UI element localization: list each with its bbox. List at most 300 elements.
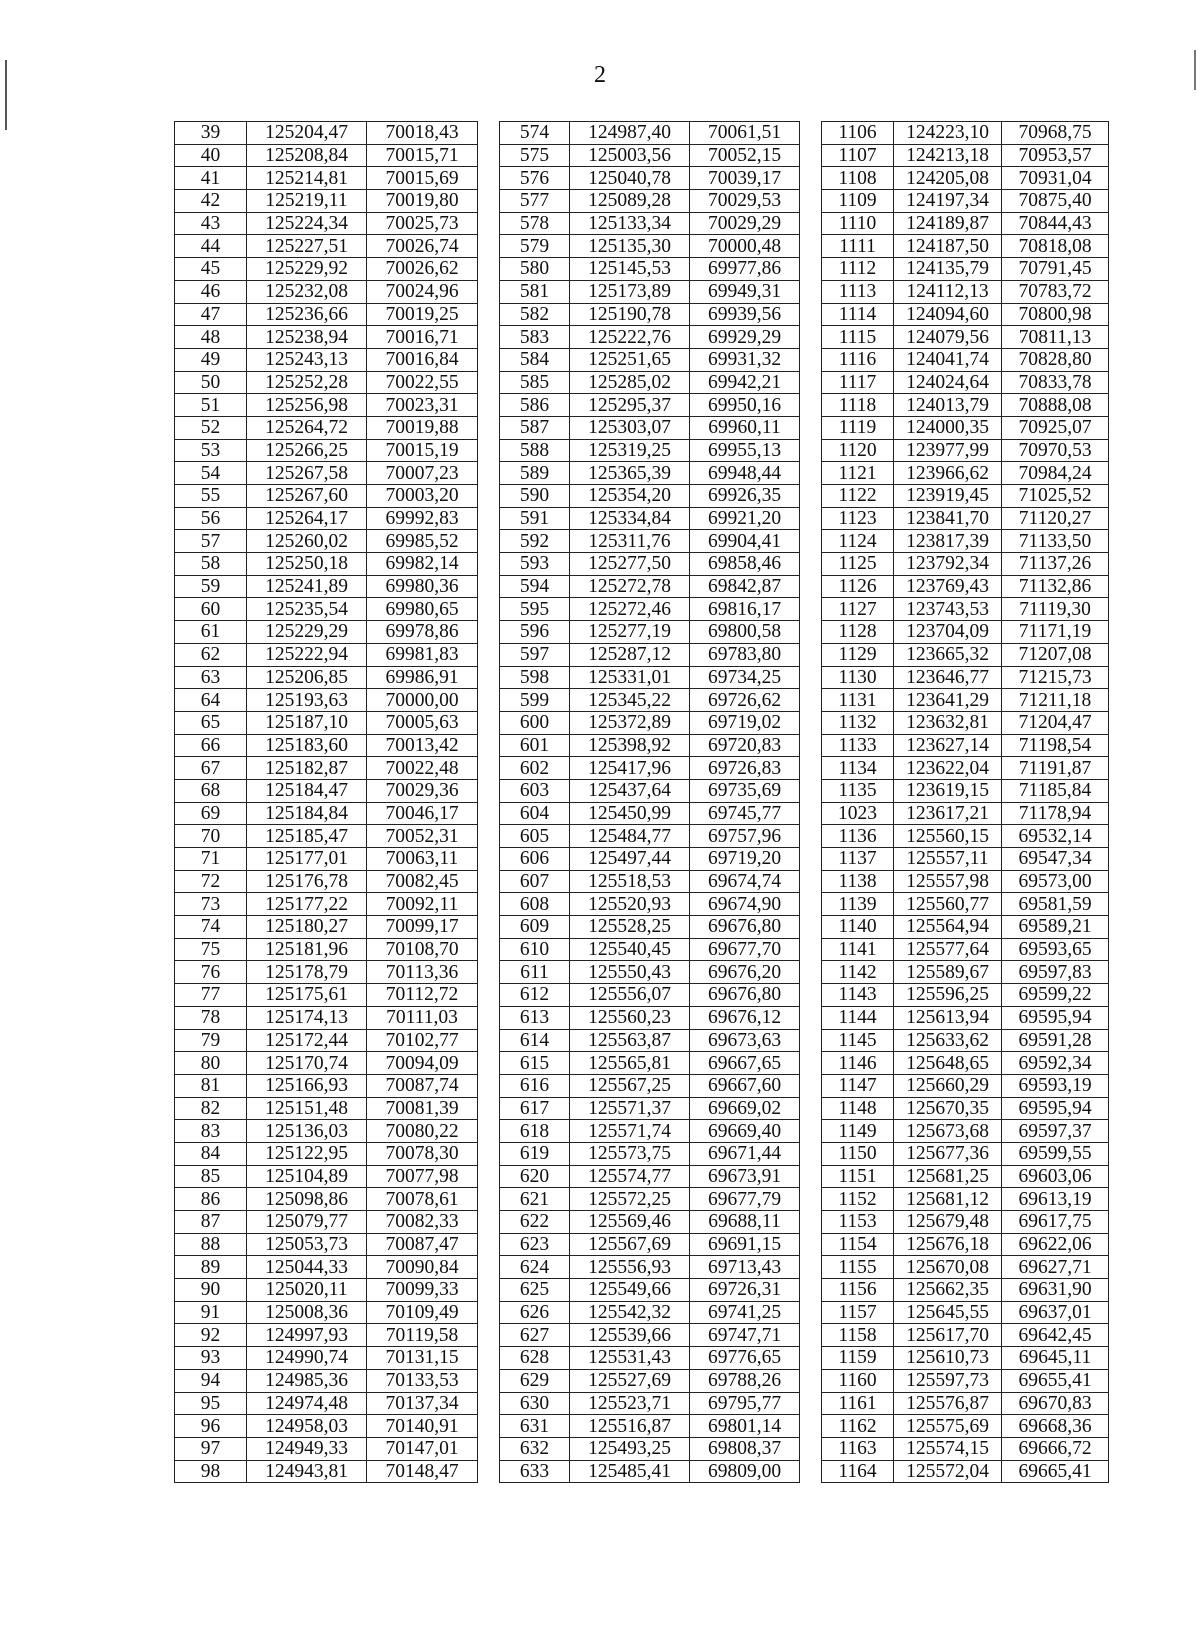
column-group-gap bbox=[800, 598, 822, 621]
x-coordinate-cell: 123792,34 bbox=[894, 553, 1002, 576]
column-group-gap bbox=[800, 1233, 822, 1256]
table-row bbox=[175, 1074, 1109, 1097]
column-group-gap bbox=[478, 757, 500, 780]
point-number-cell: 616 bbox=[500, 1074, 570, 1097]
point-number-cell: 1160 bbox=[822, 1369, 894, 1392]
column-group-gap bbox=[478, 530, 500, 553]
column-group-gap bbox=[800, 1347, 822, 1370]
column-group-gap bbox=[478, 984, 500, 1007]
x-coordinate-cell: 124013,79 bbox=[894, 394, 1002, 417]
point-number-cell: 93 bbox=[175, 1347, 247, 1370]
x-coordinate-cell: 125557,98 bbox=[894, 870, 1002, 893]
column-group-gap bbox=[800, 643, 822, 666]
column-group-gap bbox=[800, 144, 822, 167]
x-coordinate-cell: 125560,77 bbox=[894, 893, 1002, 916]
column-group-gap bbox=[800, 734, 822, 757]
column-group-gap bbox=[800, 1052, 822, 1075]
x-coordinate-cell: 123817,39 bbox=[894, 530, 1002, 553]
y-coordinate-cell: 69929,29 bbox=[690, 326, 800, 349]
y-coordinate-cell: 71215,73 bbox=[1002, 666, 1109, 689]
y-coordinate-cell: 69688,11 bbox=[690, 1211, 800, 1234]
x-coordinate-cell: 125633,62 bbox=[894, 1029, 1002, 1052]
x-coordinate-cell: 124079,56 bbox=[894, 326, 1002, 349]
y-coordinate-cell: 69592,34 bbox=[1002, 1052, 1109, 1075]
x-coordinate-cell: 125180,27 bbox=[247, 916, 367, 939]
column-group-gap bbox=[800, 1029, 822, 1052]
column-group-gap bbox=[478, 598, 500, 621]
x-coordinate-cell: 125648,65 bbox=[894, 1052, 1002, 1075]
point-number-cell: 1138 bbox=[822, 870, 894, 893]
column-group-gap bbox=[800, 530, 822, 553]
x-coordinate-cell: 125267,60 bbox=[247, 485, 367, 508]
y-coordinate-cell: 70113,36 bbox=[367, 961, 478, 984]
column-group-gap bbox=[478, 507, 500, 530]
point-number-cell: 1123 bbox=[822, 507, 894, 530]
x-coordinate-cell: 125251,65 bbox=[570, 348, 690, 371]
table-row bbox=[175, 1279, 1109, 1302]
x-coordinate-cell: 125250,18 bbox=[247, 553, 367, 576]
point-number-cell: 69 bbox=[175, 802, 247, 825]
point-number-cell: 75 bbox=[175, 938, 247, 961]
y-coordinate-cell: 70013,42 bbox=[367, 734, 478, 757]
y-coordinate-cell: 70022,55 bbox=[367, 371, 478, 394]
column-group-gap bbox=[478, 1369, 500, 1392]
point-number-cell: 89 bbox=[175, 1256, 247, 1279]
point-number-cell: 74 bbox=[175, 916, 247, 939]
y-coordinate-cell: 71185,84 bbox=[1002, 779, 1109, 802]
x-coordinate-cell: 125450,99 bbox=[570, 802, 690, 825]
y-coordinate-cell: 69992,83 bbox=[367, 507, 478, 530]
column-group-gap bbox=[800, 802, 822, 825]
x-coordinate-cell: 125264,72 bbox=[247, 416, 367, 439]
y-coordinate-cell: 70147,01 bbox=[367, 1437, 478, 1460]
column-group-gap bbox=[478, 485, 500, 508]
column-group-gap bbox=[478, 1211, 500, 1234]
x-coordinate-cell: 125564,94 bbox=[894, 916, 1002, 939]
y-coordinate-cell: 71204,47 bbox=[1002, 711, 1109, 734]
y-coordinate-cell: 69745,77 bbox=[690, 802, 800, 825]
column-group-gap bbox=[478, 779, 500, 802]
point-number-cell: 583 bbox=[500, 326, 570, 349]
y-coordinate-cell: 70875,40 bbox=[1002, 190, 1109, 213]
x-coordinate-cell: 125229,92 bbox=[247, 258, 367, 281]
y-coordinate-cell: 69599,22 bbox=[1002, 984, 1109, 1007]
y-coordinate-cell: 70015,19 bbox=[367, 439, 478, 462]
table-row bbox=[175, 439, 1109, 462]
table-row bbox=[175, 507, 1109, 530]
x-coordinate-cell: 124987,40 bbox=[570, 122, 690, 145]
x-coordinate-cell: 125484,77 bbox=[570, 825, 690, 848]
column-group-gap bbox=[478, 1324, 500, 1347]
point-number-cell: 582 bbox=[500, 303, 570, 326]
column-group-gap bbox=[800, 575, 822, 598]
x-coordinate-cell: 125572,25 bbox=[570, 1188, 690, 1211]
x-coordinate-cell: 125516,87 bbox=[570, 1415, 690, 1438]
point-number-cell: 1023 bbox=[822, 802, 894, 825]
x-coordinate-cell: 125260,02 bbox=[247, 530, 367, 553]
x-coordinate-cell: 125574,15 bbox=[894, 1437, 1002, 1460]
y-coordinate-cell: 70029,36 bbox=[367, 779, 478, 802]
x-coordinate-cell: 125372,89 bbox=[570, 711, 690, 734]
column-group-gap bbox=[478, 371, 500, 394]
point-number-cell: 71 bbox=[175, 848, 247, 871]
column-group-gap bbox=[478, 1415, 500, 1438]
point-number-cell: 627 bbox=[500, 1324, 570, 1347]
x-coordinate-cell: 125287,12 bbox=[570, 643, 690, 666]
x-coordinate-cell: 125571,37 bbox=[570, 1097, 690, 1120]
point-number-cell: 1127 bbox=[822, 598, 894, 621]
table-row bbox=[175, 961, 1109, 984]
x-coordinate-cell: 125173,89 bbox=[570, 280, 690, 303]
point-number-cell: 39 bbox=[175, 122, 247, 145]
x-coordinate-cell: 125676,18 bbox=[894, 1233, 1002, 1256]
y-coordinate-cell: 69674,74 bbox=[690, 870, 800, 893]
point-number-cell: 53 bbox=[175, 439, 247, 462]
y-coordinate-cell: 69980,65 bbox=[367, 598, 478, 621]
point-number-cell: 70 bbox=[175, 825, 247, 848]
x-coordinate-cell: 124958,03 bbox=[247, 1415, 367, 1438]
point-number-cell: 589 bbox=[500, 462, 570, 485]
x-coordinate-cell: 125577,64 bbox=[894, 938, 1002, 961]
point-number-cell: 576 bbox=[500, 167, 570, 190]
x-coordinate-cell: 125398,92 bbox=[570, 734, 690, 757]
x-coordinate-cell: 123966,62 bbox=[894, 462, 1002, 485]
x-coordinate-cell: 124112,13 bbox=[894, 280, 1002, 303]
x-coordinate-cell: 125181,96 bbox=[247, 938, 367, 961]
y-coordinate-cell: 70833,78 bbox=[1002, 371, 1109, 394]
point-number-cell: 610 bbox=[500, 938, 570, 961]
column-group-gap bbox=[800, 1142, 822, 1165]
x-coordinate-cell: 125174,13 bbox=[247, 1006, 367, 1029]
column-group-gap bbox=[478, 462, 500, 485]
x-coordinate-cell: 125135,30 bbox=[570, 235, 690, 258]
x-coordinate-cell: 124974,48 bbox=[247, 1392, 367, 1415]
x-coordinate-cell: 125252,28 bbox=[247, 371, 367, 394]
point-number-cell: 40 bbox=[175, 144, 247, 167]
point-number-cell: 1136 bbox=[822, 825, 894, 848]
x-coordinate-cell: 125184,47 bbox=[247, 779, 367, 802]
x-coordinate-cell: 125670,08 bbox=[894, 1256, 1002, 1279]
column-group-gap bbox=[800, 416, 822, 439]
point-number-cell: 611 bbox=[500, 961, 570, 984]
point-number-cell: 621 bbox=[500, 1188, 570, 1211]
column-group-gap bbox=[478, 1052, 500, 1075]
y-coordinate-cell: 69631,90 bbox=[1002, 1279, 1109, 1302]
column-group-gap bbox=[478, 916, 500, 939]
point-number-cell: 58 bbox=[175, 553, 247, 576]
x-coordinate-cell: 125193,63 bbox=[247, 689, 367, 712]
point-number-cell: 1133 bbox=[822, 734, 894, 757]
x-coordinate-cell: 125565,81 bbox=[570, 1052, 690, 1075]
point-number-cell: 1130 bbox=[822, 666, 894, 689]
column-group-gap bbox=[800, 1165, 822, 1188]
y-coordinate-cell: 69788,26 bbox=[690, 1369, 800, 1392]
x-coordinate-cell: 125190,78 bbox=[570, 303, 690, 326]
x-coordinate-cell: 125319,25 bbox=[570, 439, 690, 462]
point-number-cell: 1106 bbox=[822, 122, 894, 145]
column-group-gap bbox=[800, 1460, 822, 1483]
y-coordinate-cell: 70112,72 bbox=[367, 984, 478, 1007]
y-coordinate-cell: 71211,18 bbox=[1002, 689, 1109, 712]
x-coordinate-cell: 123919,45 bbox=[894, 485, 1002, 508]
y-coordinate-cell: 69719,02 bbox=[690, 711, 800, 734]
point-number-cell: 95 bbox=[175, 1392, 247, 1415]
point-number-cell: 1132 bbox=[822, 711, 894, 734]
y-coordinate-cell: 69667,60 bbox=[690, 1074, 800, 1097]
point-number-cell: 1158 bbox=[822, 1324, 894, 1347]
point-number-cell: 97 bbox=[175, 1437, 247, 1460]
y-coordinate-cell: 69669,02 bbox=[690, 1097, 800, 1120]
x-coordinate-cell: 125597,73 bbox=[894, 1369, 1002, 1392]
y-coordinate-cell: 69593,19 bbox=[1002, 1074, 1109, 1097]
point-number-cell: 73 bbox=[175, 893, 247, 916]
y-coordinate-cell: 70931,04 bbox=[1002, 167, 1109, 190]
point-number-cell: 88 bbox=[175, 1233, 247, 1256]
point-number-cell: 54 bbox=[175, 462, 247, 485]
x-coordinate-cell: 125222,94 bbox=[247, 643, 367, 666]
y-coordinate-cell: 69691,15 bbox=[690, 1233, 800, 1256]
y-coordinate-cell: 71191,87 bbox=[1002, 757, 1109, 780]
point-number-cell: 1151 bbox=[822, 1165, 894, 1188]
table-row bbox=[175, 235, 1109, 258]
x-coordinate-cell: 125145,53 bbox=[570, 258, 690, 281]
column-group-gap bbox=[800, 1392, 822, 1415]
point-number-cell: 86 bbox=[175, 1188, 247, 1211]
y-coordinate-cell: 70081,39 bbox=[367, 1097, 478, 1120]
point-number-cell: 85 bbox=[175, 1165, 247, 1188]
y-coordinate-cell: 69642,45 bbox=[1002, 1324, 1109, 1347]
column-group-gap bbox=[800, 371, 822, 394]
x-coordinate-cell: 125224,34 bbox=[247, 212, 367, 235]
table-row bbox=[175, 1437, 1109, 1460]
point-number-cell: 1131 bbox=[822, 689, 894, 712]
point-number-cell: 46 bbox=[175, 280, 247, 303]
y-coordinate-cell: 70016,84 bbox=[367, 348, 478, 371]
column-group-gap bbox=[478, 280, 500, 303]
point-number-cell: 607 bbox=[500, 870, 570, 893]
x-coordinate-cell: 123619,15 bbox=[894, 779, 1002, 802]
x-coordinate-cell: 125177,01 bbox=[247, 848, 367, 871]
x-coordinate-cell: 125596,25 bbox=[894, 984, 1002, 1007]
x-coordinate-cell: 123617,21 bbox=[894, 802, 1002, 825]
point-number-cell: 78 bbox=[175, 1006, 247, 1029]
x-coordinate-cell: 125185,47 bbox=[247, 825, 367, 848]
x-coordinate-cell: 125053,73 bbox=[247, 1233, 367, 1256]
column-group-gap bbox=[800, 870, 822, 893]
x-coordinate-cell: 125560,15 bbox=[894, 825, 1002, 848]
column-group-gap bbox=[800, 984, 822, 1007]
x-coordinate-cell: 125277,19 bbox=[570, 621, 690, 644]
point-number-cell: 81 bbox=[175, 1074, 247, 1097]
table-row bbox=[175, 212, 1109, 235]
table-row bbox=[175, 394, 1109, 417]
x-coordinate-cell: 124187,50 bbox=[894, 235, 1002, 258]
point-number-cell: 80 bbox=[175, 1052, 247, 1075]
point-number-cell: 584 bbox=[500, 348, 570, 371]
point-number-cell: 1118 bbox=[822, 394, 894, 417]
table-row bbox=[175, 416, 1109, 439]
x-coordinate-cell: 124135,79 bbox=[894, 258, 1002, 281]
y-coordinate-cell: 69645,11 bbox=[1002, 1347, 1109, 1370]
column-group-gap bbox=[478, 190, 500, 213]
point-number-cell: 605 bbox=[500, 825, 570, 848]
y-coordinate-cell: 71025,52 bbox=[1002, 485, 1109, 508]
y-coordinate-cell: 70094,09 bbox=[367, 1052, 478, 1075]
y-coordinate-cell: 70015,69 bbox=[367, 167, 478, 190]
x-coordinate-cell: 124213,18 bbox=[894, 144, 1002, 167]
point-number-cell: 1128 bbox=[822, 621, 894, 644]
y-coordinate-cell: 69982,14 bbox=[367, 553, 478, 576]
point-number-cell: 92 bbox=[175, 1324, 247, 1347]
x-coordinate-cell: 125136,03 bbox=[247, 1120, 367, 1143]
column-group-gap bbox=[478, 1006, 500, 1029]
x-coordinate-cell: 125238,94 bbox=[247, 326, 367, 349]
column-group-gap bbox=[478, 553, 500, 576]
x-coordinate-cell: 123641,29 bbox=[894, 689, 1002, 712]
y-coordinate-cell: 70019,80 bbox=[367, 190, 478, 213]
x-coordinate-cell: 123646,77 bbox=[894, 666, 1002, 689]
point-number-cell: 55 bbox=[175, 485, 247, 508]
column-group-gap bbox=[478, 348, 500, 371]
y-coordinate-cell: 70080,22 bbox=[367, 1120, 478, 1143]
column-group-gap bbox=[478, 416, 500, 439]
column-group-gap bbox=[800, 258, 822, 281]
x-coordinate-cell: 125151,48 bbox=[247, 1097, 367, 1120]
y-coordinate-cell: 69532,14 bbox=[1002, 825, 1109, 848]
table-row bbox=[175, 371, 1109, 394]
y-coordinate-cell: 70783,72 bbox=[1002, 280, 1109, 303]
column-group-gap bbox=[800, 326, 822, 349]
y-coordinate-cell: 70087,47 bbox=[367, 1233, 478, 1256]
y-coordinate-cell: 70046,17 bbox=[367, 802, 478, 825]
y-coordinate-cell: 70925,07 bbox=[1002, 416, 1109, 439]
x-coordinate-cell: 125575,69 bbox=[894, 1415, 1002, 1438]
x-coordinate-cell: 124197,34 bbox=[894, 190, 1002, 213]
x-coordinate-cell: 124094,60 bbox=[894, 303, 1002, 326]
y-coordinate-cell: 71133,50 bbox=[1002, 530, 1109, 553]
column-group-gap bbox=[478, 1097, 500, 1120]
x-coordinate-cell: 125256,98 bbox=[247, 394, 367, 417]
y-coordinate-cell: 70016,71 bbox=[367, 326, 478, 349]
point-number-cell: 72 bbox=[175, 870, 247, 893]
x-coordinate-cell: 125267,58 bbox=[247, 462, 367, 485]
x-coordinate-cell: 125089,28 bbox=[570, 190, 690, 213]
point-number-cell: 42 bbox=[175, 190, 247, 213]
y-coordinate-cell: 70800,98 bbox=[1002, 303, 1109, 326]
point-number-cell: 1134 bbox=[822, 757, 894, 780]
column-group-gap bbox=[478, 1301, 500, 1324]
point-number-cell: 601 bbox=[500, 734, 570, 757]
x-coordinate-cell: 125184,84 bbox=[247, 802, 367, 825]
point-number-cell: 94 bbox=[175, 1369, 247, 1392]
point-number-cell: 579 bbox=[500, 235, 570, 258]
x-coordinate-cell: 125550,43 bbox=[570, 961, 690, 984]
point-number-cell: 1129 bbox=[822, 643, 894, 666]
column-group-gap bbox=[800, 757, 822, 780]
point-number-cell: 1122 bbox=[822, 485, 894, 508]
table-row bbox=[175, 1233, 1109, 1256]
x-coordinate-cell: 125285,02 bbox=[570, 371, 690, 394]
x-coordinate-cell: 125232,08 bbox=[247, 280, 367, 303]
column-group-gap bbox=[800, 507, 822, 530]
table-row bbox=[175, 666, 1109, 689]
point-number-cell: 82 bbox=[175, 1097, 247, 1120]
column-group-gap bbox=[800, 916, 822, 939]
y-coordinate-cell: 70087,74 bbox=[367, 1074, 478, 1097]
point-number-cell: 1154 bbox=[822, 1233, 894, 1256]
x-coordinate-cell: 125122,95 bbox=[247, 1142, 367, 1165]
x-coordinate-cell: 123977,99 bbox=[894, 439, 1002, 462]
table-row bbox=[175, 1006, 1109, 1029]
column-group-gap bbox=[478, 1347, 500, 1370]
point-number-cell: 90 bbox=[175, 1279, 247, 1302]
column-group-gap bbox=[800, 1006, 822, 1029]
x-coordinate-cell: 125531,43 bbox=[570, 1347, 690, 1370]
y-coordinate-cell: 69671,44 bbox=[690, 1142, 800, 1165]
x-coordinate-cell: 123627,14 bbox=[894, 734, 1002, 757]
y-coordinate-cell: 70119,58 bbox=[367, 1324, 478, 1347]
table-row bbox=[175, 893, 1109, 916]
x-coordinate-cell: 125079,77 bbox=[247, 1211, 367, 1234]
y-coordinate-cell: 70844,43 bbox=[1002, 212, 1109, 235]
point-number-cell: 575 bbox=[500, 144, 570, 167]
y-coordinate-cell: 70078,30 bbox=[367, 1142, 478, 1165]
point-number-cell: 603 bbox=[500, 779, 570, 802]
point-number-cell: 1143 bbox=[822, 984, 894, 1007]
point-number-cell: 585 bbox=[500, 371, 570, 394]
x-coordinate-cell: 124985,36 bbox=[247, 1369, 367, 1392]
x-coordinate-cell: 125227,51 bbox=[247, 235, 367, 258]
y-coordinate-cell: 69948,44 bbox=[690, 462, 800, 485]
y-coordinate-cell: 69801,14 bbox=[690, 1415, 800, 1438]
column-group-gap bbox=[800, 235, 822, 258]
point-number-cell: 1109 bbox=[822, 190, 894, 213]
y-coordinate-cell: 70888,08 bbox=[1002, 394, 1109, 417]
y-coordinate-cell: 70052,15 bbox=[690, 144, 800, 167]
point-number-cell: 590 bbox=[500, 485, 570, 508]
y-coordinate-cell: 70953,57 bbox=[1002, 144, 1109, 167]
point-number-cell: 1114 bbox=[822, 303, 894, 326]
table-row bbox=[175, 1052, 1109, 1075]
column-group-gap bbox=[478, 802, 500, 825]
x-coordinate-cell: 125040,78 bbox=[570, 167, 690, 190]
point-number-cell: 577 bbox=[500, 190, 570, 213]
y-coordinate-cell: 70099,33 bbox=[367, 1279, 478, 1302]
point-number-cell: 1156 bbox=[822, 1279, 894, 1302]
point-number-cell: 1157 bbox=[822, 1301, 894, 1324]
y-coordinate-cell: 69735,69 bbox=[690, 779, 800, 802]
table-row bbox=[175, 1120, 1109, 1143]
column-group-gap bbox=[800, 779, 822, 802]
y-coordinate-cell: 69981,83 bbox=[367, 643, 478, 666]
table-row bbox=[175, 462, 1109, 485]
y-coordinate-cell: 70968,75 bbox=[1002, 122, 1109, 145]
y-coordinate-cell: 70077,98 bbox=[367, 1165, 478, 1188]
y-coordinate-cell: 71171,19 bbox=[1002, 621, 1109, 644]
point-number-cell: 1117 bbox=[822, 371, 894, 394]
x-coordinate-cell: 125295,37 bbox=[570, 394, 690, 417]
point-number-cell: 595 bbox=[500, 598, 570, 621]
y-coordinate-cell: 69593,65 bbox=[1002, 938, 1109, 961]
y-coordinate-cell: 70131,15 bbox=[367, 1347, 478, 1370]
x-coordinate-cell: 125187,10 bbox=[247, 711, 367, 734]
column-group-gap bbox=[800, 1437, 822, 1460]
x-coordinate-cell: 125576,87 bbox=[894, 1392, 1002, 1415]
table-row bbox=[175, 144, 1109, 167]
point-number-cell: 581 bbox=[500, 280, 570, 303]
point-number-cell: 1135 bbox=[822, 779, 894, 802]
x-coordinate-cell: 124205,08 bbox=[894, 167, 1002, 190]
